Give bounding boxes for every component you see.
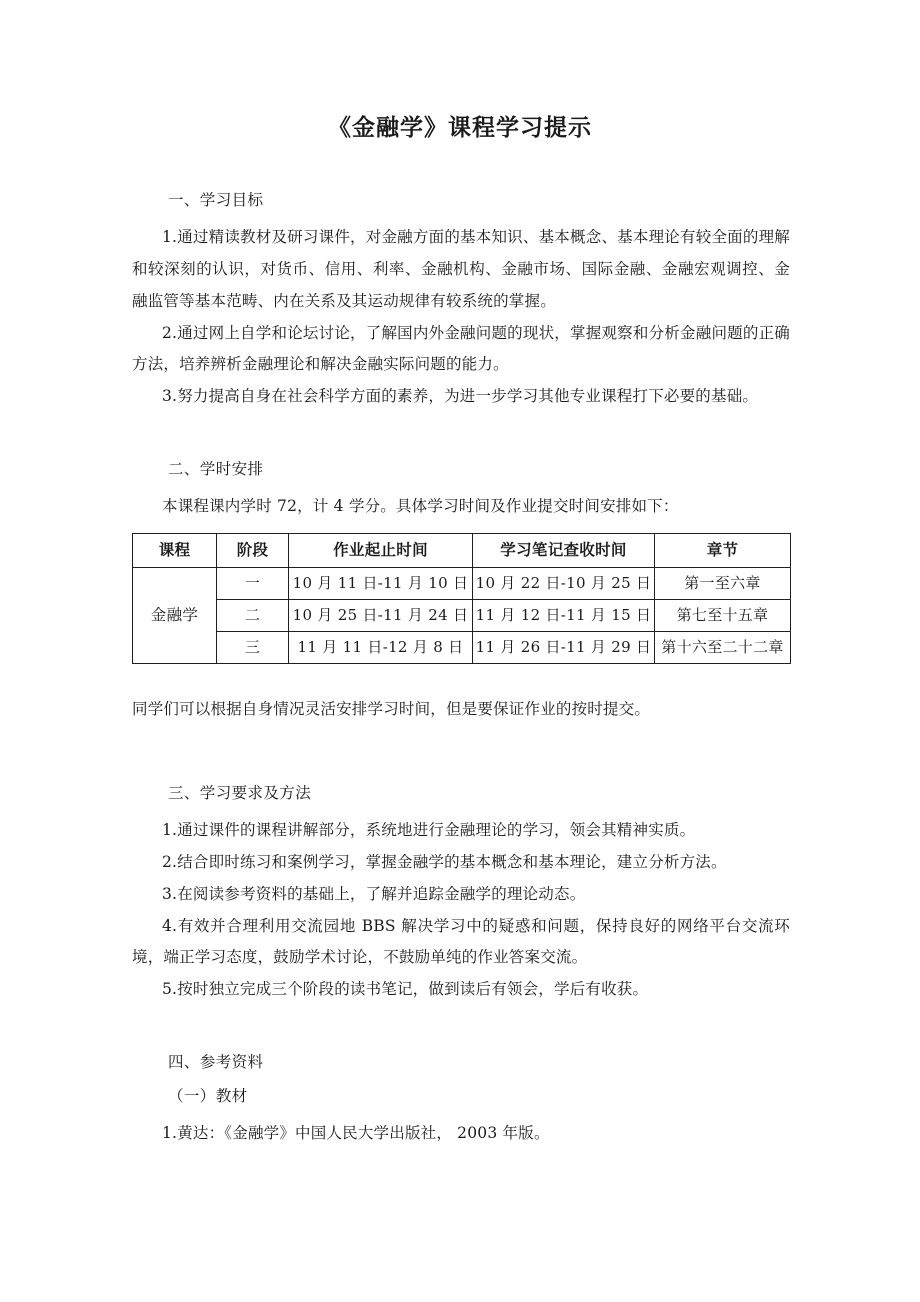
- col-header-chapters: 章节: [655, 533, 791, 567]
- section-heading-references: 四、参考资料: [168, 1052, 264, 1071]
- spacer: [132, 523, 790, 533]
- goals-paragraph-1: 1.通过精读教材及研习课件，对金融方面的基本知识、基本概念、基本理论有较全面的理解和较深刻的认识，对货币、信用、利率、金融机构、金融市场、国际金融、金融宏观调控、金融监管等基本范畴、内在关系及其运动规律有较系统的掌握。: [132, 228, 790, 310]
- requirements-paragraph-3: 3.在阅读参考资料的基础上，了解并追踪金融学的理论动态。: [162, 884, 586, 903]
- spacer: [132, 805, 790, 815]
- cell-chapters: 第十六至二十二章: [655, 631, 791, 663]
- section-heading-requirements: 三、学习要求及方法: [168, 784, 312, 803]
- spacer: [132, 1074, 790, 1084]
- spacer: [132, 212, 790, 222]
- reference-item-1: 1.黄达：《金融学》中国人民大学出版社， 2003 年版。: [162, 1123, 550, 1142]
- table-header-row: [133, 533, 791, 567]
- cell-notes-check-period: 11 月 26 日-11 月 29 日: [473, 631, 655, 663]
- spacer: [132, 413, 790, 457]
- requirements-paragraph-4: 4.有效并合理利用交流园地 BBS 解决学习中的疑惑和问题，保持良好的网络平台交流环境，端正学习态度，鼓励学术讨论，不鼓励单纯的作业答案交流。: [132, 916, 790, 967]
- col-header-course: 课程: [133, 533, 217, 567]
- goals-paragraph-3: 3.努力提高自身在社会科学方面的素养，为进一步学习其他专业课程打下必要的基础。: [162, 387, 759, 406]
- col-header-homework-period: 作业起止时间: [289, 533, 473, 567]
- cell-homework-period: 11 月 11 日-12 月 8 日: [289, 631, 473, 663]
- cell-notes-check-period: 10 月 22 日-10 月 25 日: [473, 567, 655, 599]
- schedule-table: [132, 533, 791, 664]
- cell-stage: 三: [217, 631, 289, 663]
- cell-homework-period: 10 月 25 日-11 月 24 日: [289, 599, 473, 631]
- section-heading-hours: 二、学时安排: [168, 459, 264, 478]
- cell-stage: 一: [217, 567, 289, 599]
- requirements-paragraph-5: 5.按时独立完成三个阶段的读书笔记，做到读后有领会，学后有收获。: [162, 980, 649, 999]
- spacer: [132, 1006, 790, 1050]
- spacer: [132, 725, 790, 781]
- requirements-paragraph-2: 2.结合即时练习和案例学习，掌握金融学的基本概念和基本理论，建立分析方法。: [162, 853, 727, 872]
- subsection-heading-textbook: （一）教材: [168, 1086, 248, 1105]
- table-row: [133, 599, 791, 631]
- cell-notes-check-period: 11 月 12 日-11 月 15 日: [473, 599, 655, 631]
- spacer: [132, 664, 790, 694]
- spacer: [132, 481, 790, 491]
- document-body: [132, 144, 790, 1150]
- schedule-note: 同学们可以根据自身情况灵活安排学习时间，但是要保证作业的按时提交。: [132, 699, 651, 718]
- col-header-stage: 阶段: [217, 533, 289, 567]
- table-row: [133, 567, 791, 599]
- section-heading-goals: 一、学习目标: [168, 191, 264, 210]
- table-row: [133, 631, 791, 663]
- goals-paragraph-2: 2.通过网上自学和论坛讨论，了解国内外金融问题的现状，掌握观察和分析金融问题的正确方法，培养辨析金融理论和解决金融实际问题的能力。: [132, 323, 790, 374]
- page-title: 《金融学》课程学习提示: [328, 114, 592, 141]
- col-header-notes-check-period: 学习笔记查收时间: [473, 533, 655, 567]
- requirements-paragraph-1: 1.通过课件的课程讲解部分，系统地进行金融理论的学习，领会其精神实质。: [162, 821, 696, 840]
- spacer: [132, 1108, 790, 1118]
- cell-chapters: 第七至十五章: [655, 599, 791, 631]
- hours-intro: 本课程课内学时 72，计 4 学分。具体学习时间及作业提交时间安排如下：: [162, 496, 679, 515]
- cell-course-name: 金融学: [133, 567, 217, 663]
- cell-chapters: 第一至六章: [655, 567, 791, 599]
- spacer: [132, 144, 790, 188]
- cell-homework-period: 10 月 11 日-11 月 10 日: [289, 567, 473, 599]
- cell-stage: 二: [217, 599, 289, 631]
